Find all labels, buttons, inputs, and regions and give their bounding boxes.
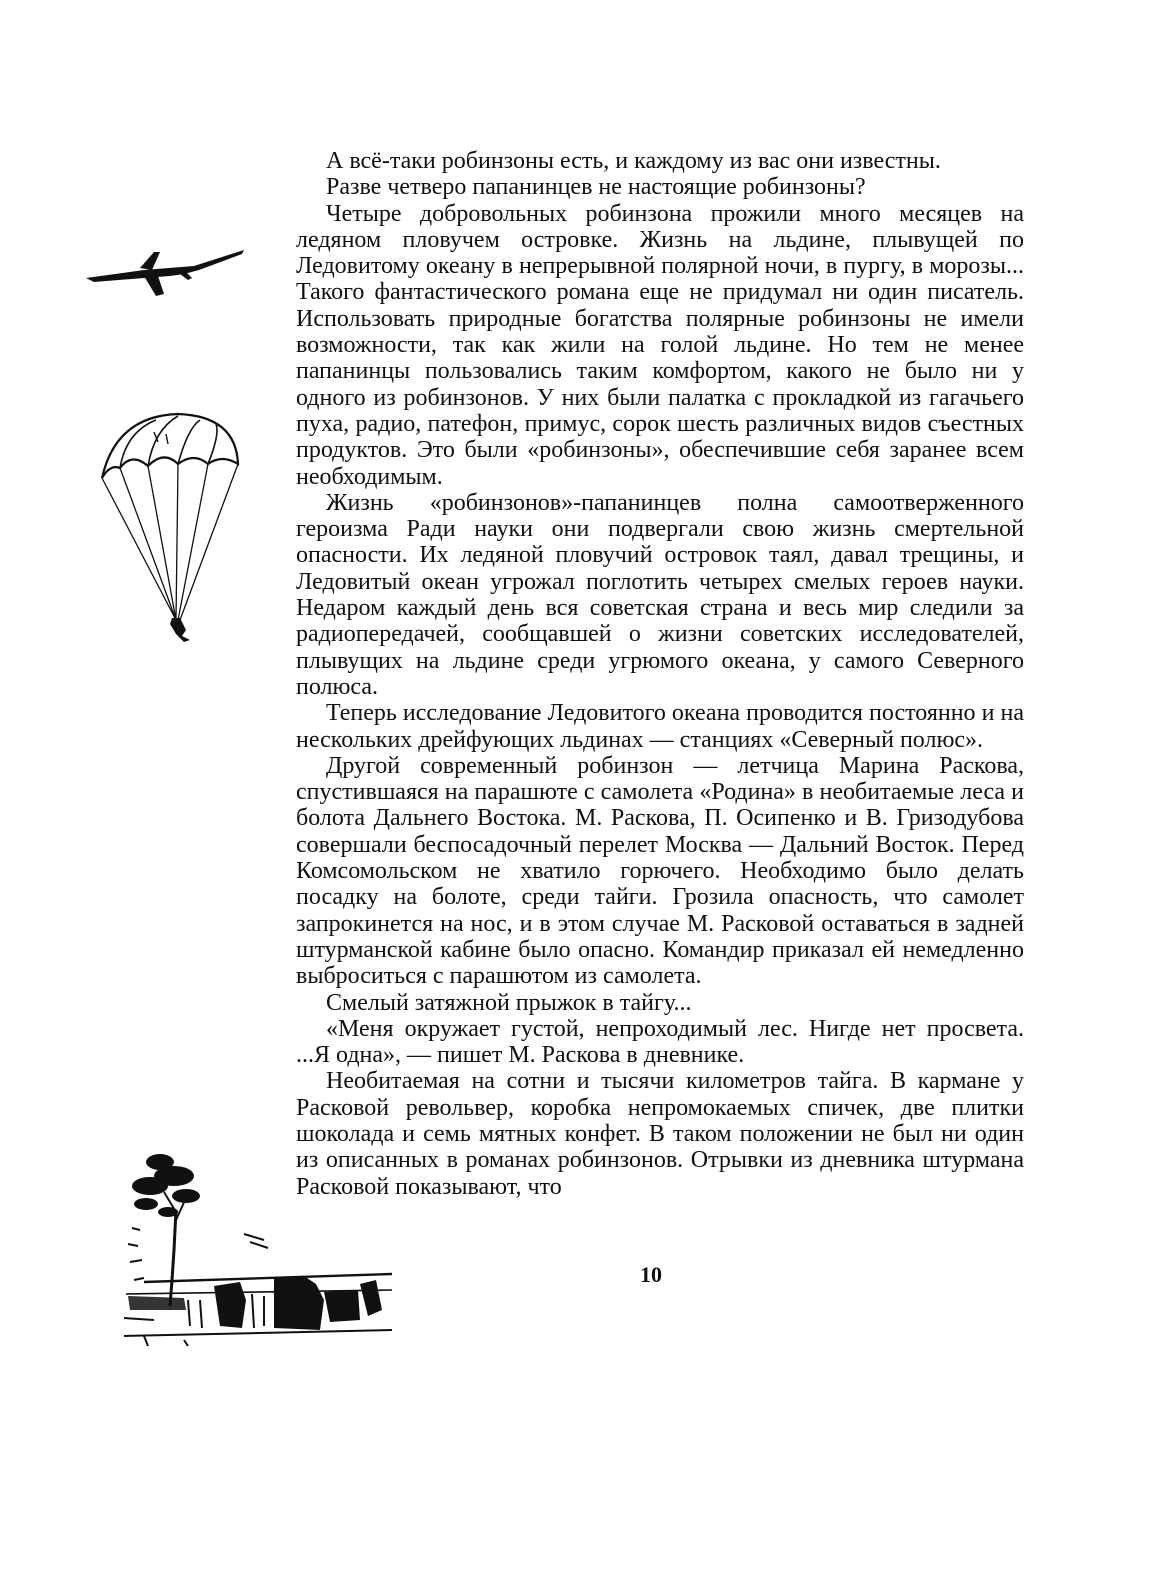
page-text [296, 148, 1024, 1200]
paragraph: Смелый затяжной прыжок в тайгу... [326, 989, 692, 1016]
paragraph: Другой современный робинзон — летчица Марина Раскова, спустившаяся на парашюте с самолета «Родина» в необитаемые леса и болота Дальнего Востока. М. Раскова, П. Осипенко и В. Гризодубова совершали беспосадочный перелет Москва — Дальний Восток. Перед Комсомольском не хватило горючего. Необходимо было делать посадку на болоте, среди тайги. Грозила опасность, что самолет запрокинется на нос, и в этом случае М. Расковой оставаться в задней штурманской кабине было опасно. Командир приказал ей немедленно выброситься с парашютом из самолета. [296, 752, 1024, 990]
paragraph: Четыре добровольных робинзона прожили много месяцев на ледяном пловучем островке. Жизнь на льдине, плывущей по Ледовитому океану в непрерывной полярной ночи, в пургу, в морозы... Такого фантастического романа еще не придумал ни один писатель. Использовать природные богатства полярные робинзоны не имели возможности, так как жили на голой льдине. Но тем не менее папанинцы пользовались таким комфортом, какого не было ни у одного из робинзонов. У них были палатка с прокладкой из гагачьего пуха, радио, патефон, примус, сорок шесть различных видов съестных продуктов. Это были «робинзоны», обеспечившие себя заранее всем необходимым. [296, 200, 1024, 490]
paragraph: Теперь исследование Ледовитого океана проводится постоянно и на нескольких дрейфующих льдинах — станциях «Северный полюс». [296, 700, 1024, 753]
airplane-illustration [84, 248, 246, 298]
parachute-illustration [96, 408, 244, 642]
paragraph: «Меня окружает густой, непроходимый лес. Нигде нет просвета. ...Я одна», — пишет М. Раскова в дневнике. [296, 1015, 1024, 1069]
paragraph: Жизнь «робинзонов»-папанинцев полна самоотверженного героизма Ради науки они подвергали свою жизнь смертельной опасности. Их ледяной пловучий островок таял, давал трещины, и Ледовитый океан угрожал поглотить четырех смелых героев науки. Недаром каждый день вся советская страна и весь мир следили за радиопередачей, сообщавшей о жизни советских исследователей, плывущих на льдине среди угрюмого океана, у самого Северного полюса. [296, 489, 1024, 700]
paragraph: Разве четверо папанинцев не настоящие робинзоны? [326, 174, 866, 201]
paragraph: А всё-таки робинзоны есть, и каждому из вас они известны. [326, 148, 941, 174]
page-number: 10 [640, 1262, 662, 1287]
paragraph: Необитаемая на сотни и тысячи километров тайга. В кармане у Расковой револьвер, коробка непромокаемых спичек, две плитки шоколада и семь мятных конфет. В таком положении не был ни один из описанных в романах робинзонов. Отрывки из дневника штурмана Расковой показывают, что [296, 1068, 1024, 1200]
